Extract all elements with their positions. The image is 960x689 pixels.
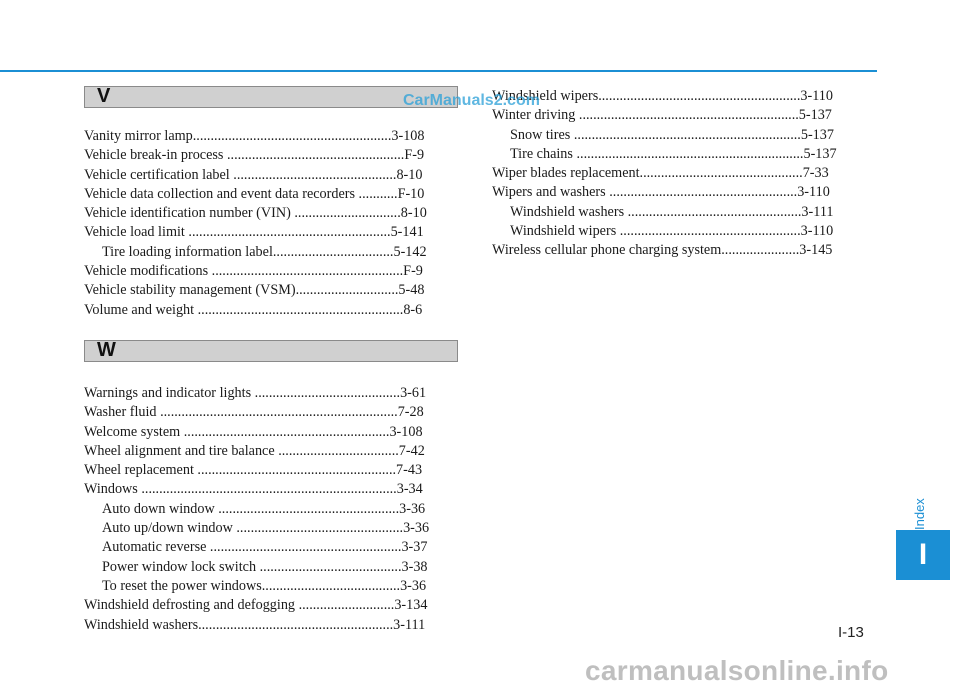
section-letter: V	[97, 85, 111, 107]
index-entry: Windows ........................................................................3-34	[84, 481, 423, 498]
index-subentry: Automatic reverse ......................................................3-37	[102, 539, 428, 556]
index-entry: Wheel replacement ........................................................7-43	[84, 462, 423, 479]
left-column	[84, 86, 458, 635]
right-column	[492, 87, 862, 261]
index-subentry: To reset the power windows.......................................3-36	[102, 577, 427, 594]
section-header-v	[84, 86, 458, 108]
top-rule	[0, 70, 877, 72]
index-entry: Vanity mirror lamp........................................................3-108	[84, 128, 425, 144]
index-entry: Vehicle break-in process ..................................................F-9	[84, 147, 425, 164]
index-entry: Windshield defrosting and defogging ...........................3-134	[84, 597, 428, 614]
index-entry: Warnings and indicator lights .........................................3-61	[84, 384, 427, 401]
index-subentry: Power window lock switch ........................................3-38	[102, 558, 428, 575]
index-subentry: Tire chains ................................................................5-137	[510, 145, 837, 162]
watermark-bottom: carmanualsonline.info	[585, 655, 889, 686]
index-entry: Vehicle certification label ..............................................8-10	[84, 166, 423, 183]
index-entry: Winter driving ..............................................................5-137	[492, 107, 832, 124]
index-entry: Vehicle stability management (VSM).............................5-48	[84, 282, 425, 299]
index-entry: Windshield washers.......................................................3-111	[84, 616, 426, 633]
index-entry: Vehicle data collection and event data recorders ...........F-10	[84, 185, 425, 202]
watermark-top: CarManuals2.com	[403, 92, 540, 109]
page-number: I-13	[838, 624, 864, 641]
index-subentry: Tire loading information label..................................5-142	[102, 243, 427, 260]
side-tab-letter: I	[918, 538, 928, 571]
side-tab-label: Index	[912, 498, 927, 530]
index-subentry: Auto up/down window ...............................................3-36	[102, 520, 430, 537]
side-tab[interactable]	[896, 530, 950, 580]
index-entry: Wireless cellular phone charging system......................3-145	[492, 242, 833, 259]
index-entry: Wipers and washers .....................................................3-110	[492, 184, 830, 201]
index-entry: Volume and weight ..........................................................8-6	[84, 301, 423, 318]
section-letter: W	[97, 338, 116, 361]
index-subentry: Windshield washers .................................................3-111	[510, 203, 834, 220]
index-entry: Vehicle modifications ......................................................F-9	[84, 263, 423, 280]
index-entry: Wheel alignment and tire balance ..................................7-42	[84, 442, 425, 459]
index-entry: Wiper blades replacement..............................................7-33	[492, 165, 829, 182]
index-entry: Washer fluid ...................................................................7-28	[84, 404, 424, 421]
index-entry: Vehicle load limit .........................................................5-141	[84, 224, 424, 241]
index-subentry: Snow tires ................................................................5-137	[510, 126, 834, 143]
section-header-w	[84, 340, 458, 362]
index-entry: Welcome system ..........................................................3-108	[84, 423, 423, 440]
index-subentry: Auto down window ...................................................3-36	[102, 500, 426, 517]
index-entry: Vehicle identification number (VIN) ..............................8-10	[84, 205, 427, 222]
section-gap	[84, 320, 458, 340]
index-entry: Windshield wipers.........................................................3-110	[492, 88, 833, 104]
index-subentry: Windshield wipers ...................................................3-110	[510, 223, 834, 240]
